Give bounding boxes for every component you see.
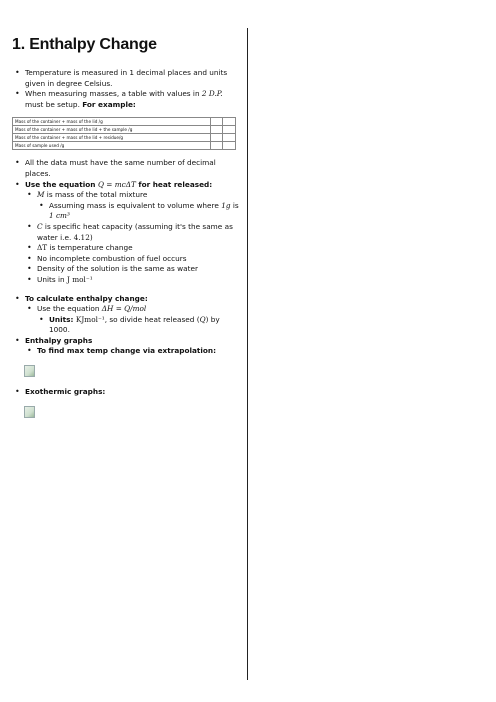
c-text: is specific heat capacity (assuming it's the same as water i.e. (37, 221, 233, 242)
units-close: ) by 1000. (49, 314, 220, 335)
table-cell-empty (210, 126, 223, 134)
density-note: Density of the solution is the same as water (37, 264, 198, 274)
list-item (37, 304, 240, 336)
gram-math: 1g (221, 200, 231, 210)
list-item (25, 158, 240, 179)
combustion-note: No incomplete combustion of fuel occurs (37, 253, 187, 263)
table-cell-empty (210, 134, 223, 142)
units-sublist (37, 315, 240, 336)
list-item (37, 190, 240, 222)
list-item (37, 275, 240, 286)
list-item (37, 222, 240, 243)
table-row (13, 126, 236, 134)
table-cell-label: Mass of the container + mass of the lid /g (13, 118, 211, 126)
table-cell-empty (210, 118, 223, 126)
list-item (25, 336, 240, 357)
delta-t-text: is temperature change (47, 243, 133, 253)
table-row (13, 134, 236, 142)
table-row (13, 142, 236, 150)
broken-image-icon (24, 406, 35, 418)
intro-bullet-1: Temperature is measured in 1 decimal places and units given in degree Celsius. (25, 68, 228, 88)
table-cell-label: Mass of sample used /g (13, 142, 211, 150)
decimal-note: All the data must have the same number of decimal places. (25, 158, 216, 178)
table-cell-label: Mass of the container + mass of the lid + residue/g (13, 134, 211, 142)
table-row (13, 118, 236, 126)
left-column (12, 36, 240, 428)
q-symbol: Q (199, 314, 206, 324)
list-item (25, 387, 240, 398)
column-divider (247, 28, 248, 680)
list-item (37, 264, 240, 275)
table-cell-empty (223, 134, 236, 142)
intro-bullet-2-text: When measuring masses, a table with values in (25, 89, 202, 99)
units-divide-text: , so divide heat released ( (104, 314, 200, 324)
table-cell-empty (223, 142, 236, 150)
intro-list (12, 68, 240, 110)
calc-sublist (25, 304, 240, 336)
page-title: 1. Enthalpy Change (12, 36, 157, 53)
mass-symbol: M (37, 190, 45, 200)
list-item (49, 315, 240, 336)
list-item (25, 180, 240, 286)
table-cell-empty (223, 118, 236, 126)
exo-list (12, 387, 240, 398)
heat-list (12, 158, 240, 285)
list-item (25, 89, 240, 110)
table-cell-label: Mass of the container + mass of the lid + the sample /g (13, 126, 211, 134)
calc-heading: To calculate enthalpy change: (25, 293, 148, 303)
c-symbol: C (37, 221, 43, 231)
list-item (37, 243, 240, 254)
c-close: ) (89, 232, 93, 242)
assume-text: Assuming mass is equivalent to volume where (49, 200, 222, 210)
equation-label: Use the equation (25, 179, 98, 189)
graphs-sublist (25, 346, 240, 357)
c-value-math: 4.12 (73, 232, 90, 242)
extrapolation-heading: To find max temp change via extrapolation: (37, 346, 217, 356)
units-math: J mol⁻¹ (66, 274, 93, 284)
table-cell-empty (223, 126, 236, 134)
delta-t-symbol: ΔT (37, 243, 48, 253)
mass-sublist (37, 201, 240, 222)
exothermic-heading: Exothermic graphs: (25, 387, 106, 397)
list-item (49, 201, 240, 222)
assume-mid: is (230, 200, 239, 210)
list-item (37, 346, 240, 357)
enthalpy-list (12, 294, 240, 358)
units-text: Units in (37, 274, 67, 284)
decimal-places-math: 2 D.P. (201, 89, 223, 99)
table-cell-empty (210, 142, 223, 150)
enthalpy-equation-math: ΔH = Q/mol (101, 304, 147, 314)
list-item (37, 254, 240, 265)
heat-sublist (25, 190, 240, 285)
intro-bullet-2-text-post: must be setup. (25, 99, 83, 109)
heat-equation-math: Q = mcΔT (97, 179, 136, 189)
for-example-label: For example: (82, 99, 136, 109)
mass-text: is mass of the total mixture (44, 190, 148, 200)
cm3-math: 1 cm³ (49, 211, 70, 221)
mass-table (12, 117, 236, 150)
graphs-heading: Enthalpy graphs (25, 335, 93, 345)
broken-image-icon (24, 365, 35, 377)
kjmol-math: KJmol⁻¹ (75, 314, 105, 324)
list-item (25, 294, 240, 336)
units-label: Units: (49, 314, 76, 324)
list-item (25, 68, 240, 89)
equation-label-post: for heat released: (135, 179, 213, 189)
use-text: Use the equation (37, 304, 102, 314)
